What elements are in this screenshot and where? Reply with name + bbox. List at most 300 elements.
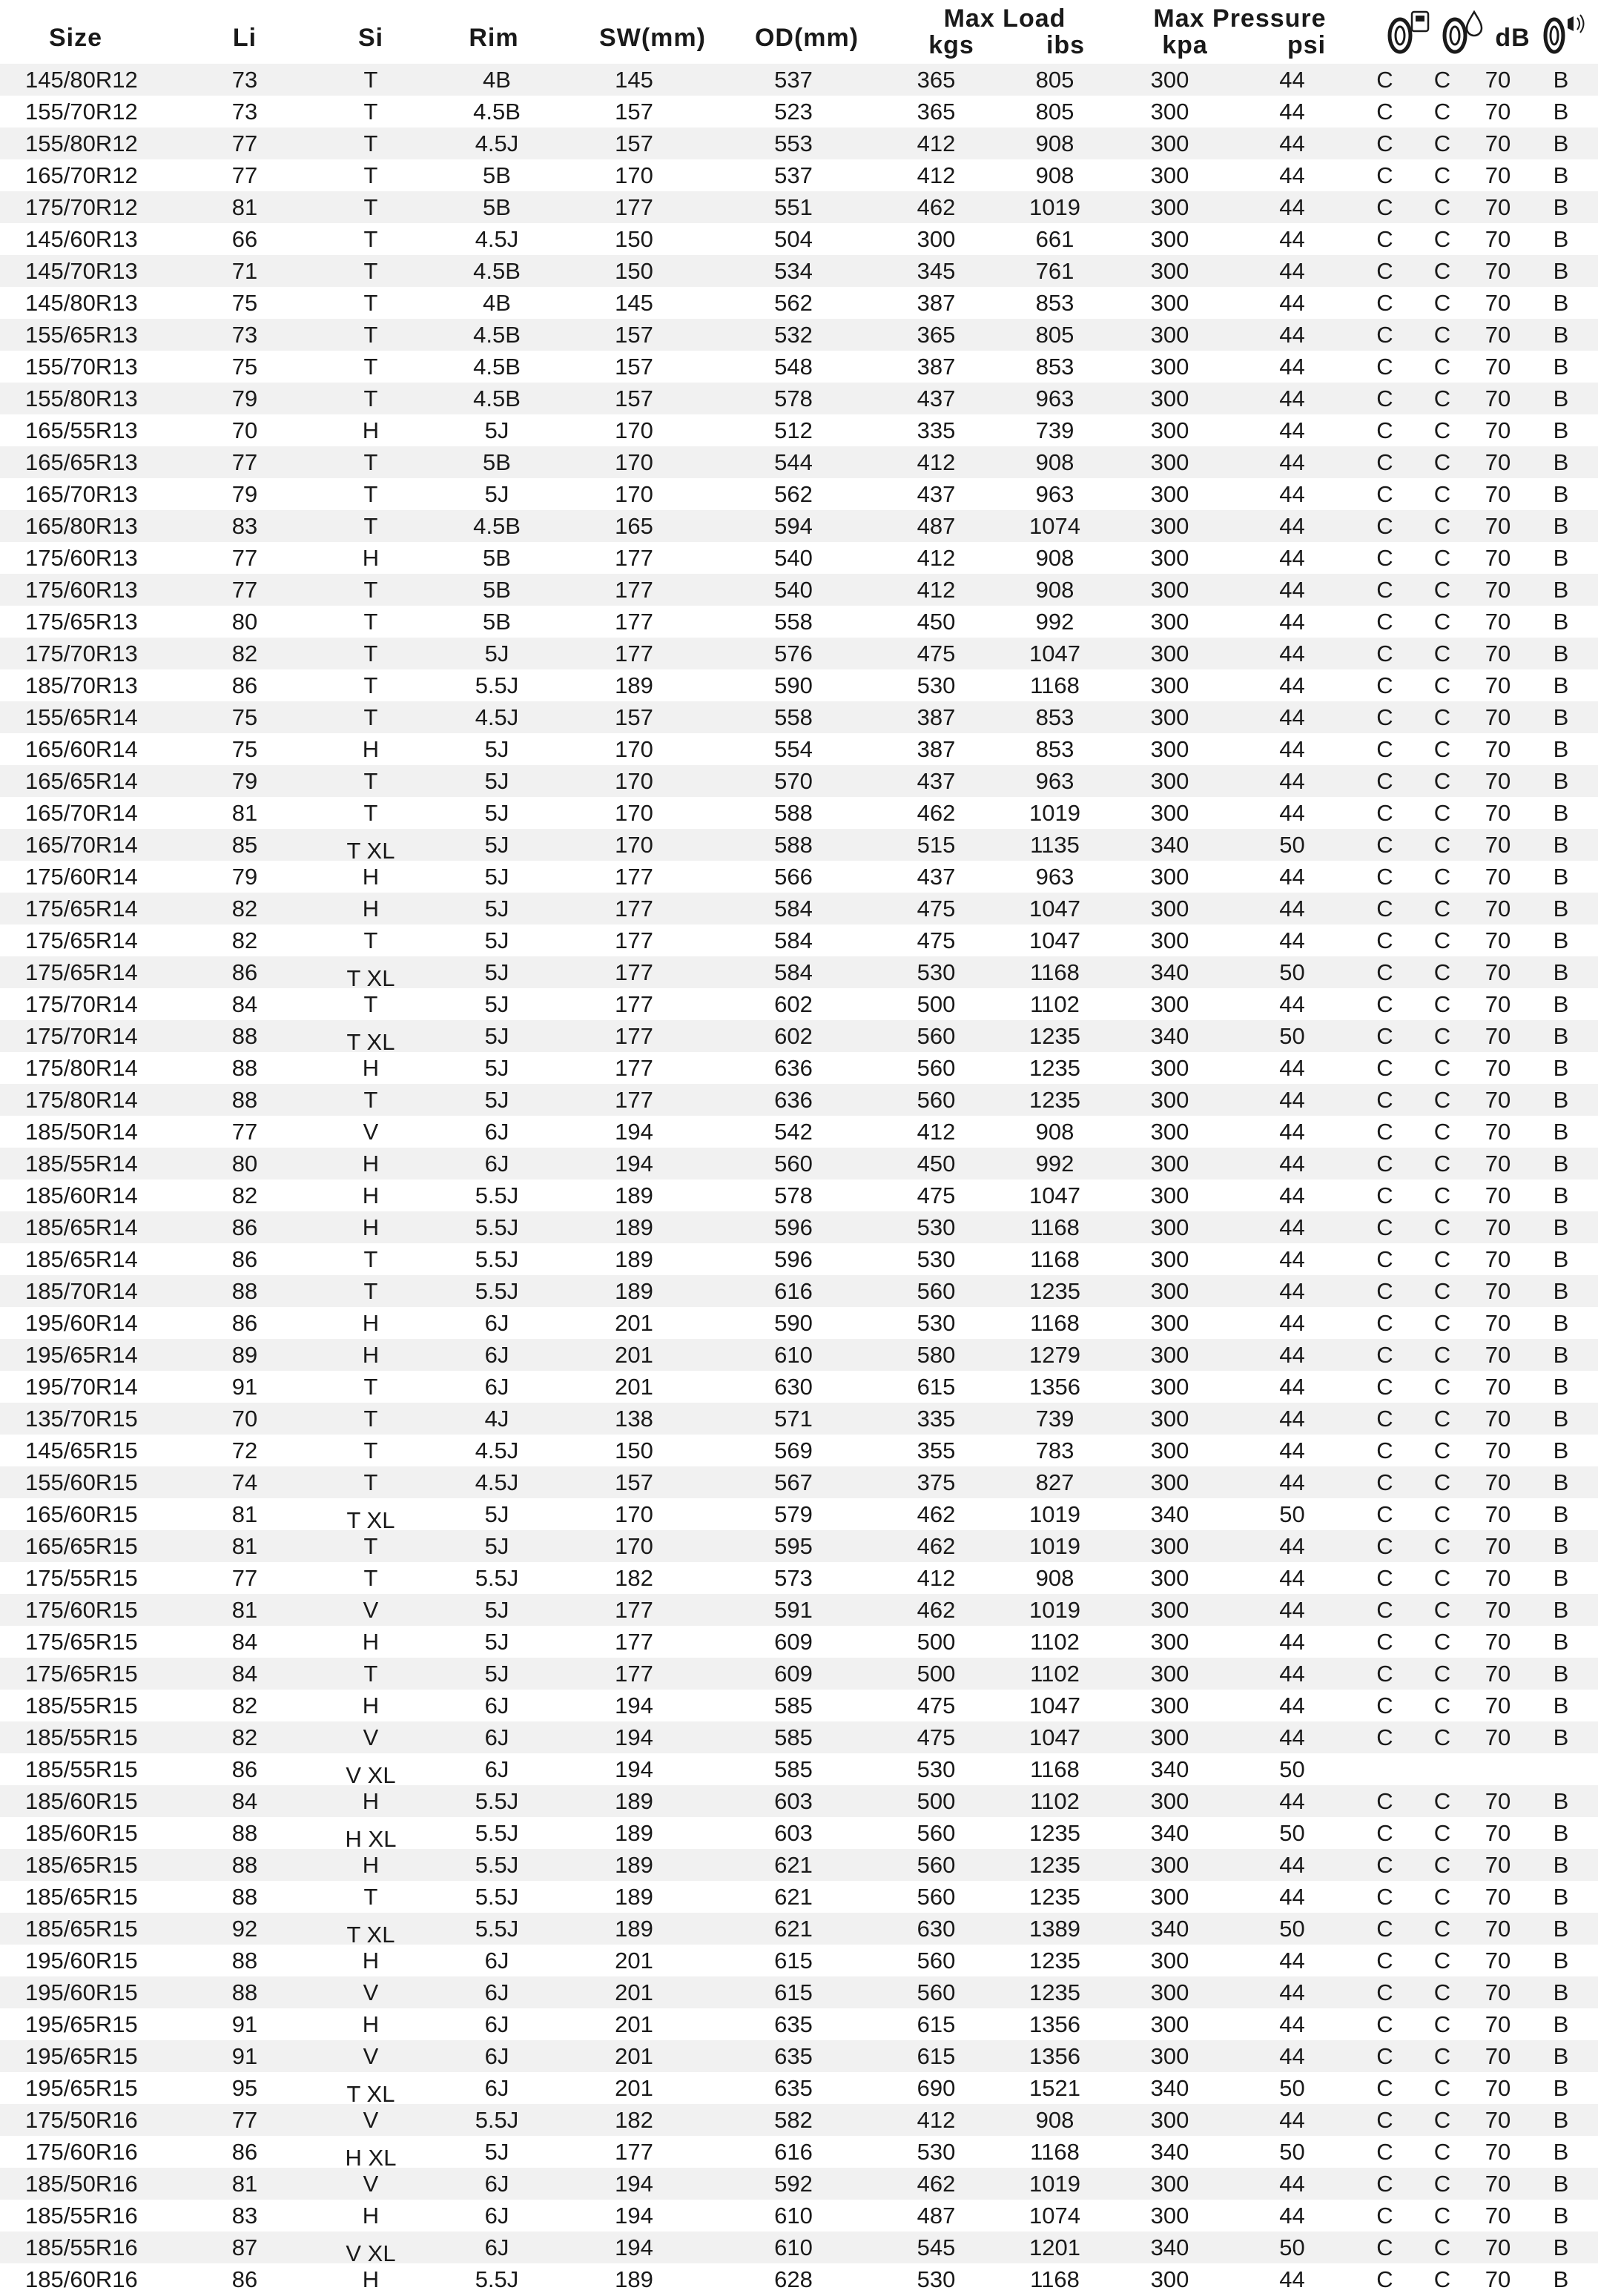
cell-od: 571 <box>712 1403 875 1435</box>
cell-fuel: C <box>1357 1817 1413 1849</box>
cell-ibs: 1047 <box>997 638 1112 669</box>
cell-size: 175/60R13 <box>0 542 185 574</box>
cell-fuel: C <box>1357 478 1413 510</box>
cell-sw: 145 <box>556 64 712 96</box>
cell-od: 610 <box>712 1339 875 1371</box>
cell-size: 185/65R14 <box>0 1243 185 1275</box>
cell-li: 81 <box>185 1594 304 1626</box>
cell-kpa: 300 <box>1112 1976 1227 2008</box>
cell-kgs: 560 <box>875 1976 997 2008</box>
cell-rim: 5J <box>438 414 556 446</box>
cell-li: 73 <box>185 319 304 351</box>
cell-kpa: 300 <box>1112 1116 1227 1148</box>
cell-kgs: 462 <box>875 797 997 829</box>
cell-si: T XL <box>304 956 438 988</box>
cell-ibs: 853 <box>997 733 1112 765</box>
cell-li: 75 <box>185 351 304 383</box>
cell-ibs: 1102 <box>997 1785 1112 1817</box>
cell-fuel: C <box>1357 1020 1413 1052</box>
cell-psi: 44 <box>1227 638 1357 669</box>
cell-wet: C <box>1413 2008 1472 2040</box>
cell-si: V <box>304 2104 438 2136</box>
cell-psi: 50 <box>1227 2232 1357 2263</box>
cell-kgs: 335 <box>875 1403 997 1435</box>
cell-fuel: C <box>1357 64 1413 96</box>
cell-si: T <box>304 1275 438 1307</box>
cell-ibs: 1019 <box>997 1530 1112 1562</box>
cell-si: T <box>304 1435 438 1466</box>
cell-psi: 44 <box>1227 1976 1357 2008</box>
cell-sw: 177 <box>556 1020 712 1052</box>
table-row <box>0 638 1598 669</box>
cell-rim: 5J <box>438 829 556 861</box>
cell-od: 588 <box>712 797 875 829</box>
cell-fuel: C <box>1357 1976 1413 2008</box>
cell-kgs: 300 <box>875 223 997 255</box>
cell-kgs: 530 <box>875 2263 997 2295</box>
cell-sw: 177 <box>556 861 712 893</box>
cell-db: 70 <box>1472 96 1524 128</box>
cell-si: T <box>304 765 438 797</box>
cell-size: 185/55R15 <box>0 1753 185 1785</box>
cell-si: H XL <box>304 2136 438 2168</box>
cell-kgs: 375 <box>875 1466 997 1498</box>
cell-li: 84 <box>185 1626 304 1658</box>
cell-kgs: 530 <box>875 2136 997 2168</box>
cell-kgs: 615 <box>875 1371 997 1403</box>
cell-psi: 44 <box>1227 701 1357 733</box>
header-size: Size <box>49 24 103 52</box>
cell-od: 537 <box>712 64 875 96</box>
header-si: Si <box>357 24 384 52</box>
cell-noise: B <box>1524 319 1598 351</box>
table-row <box>0 1020 1598 1052</box>
cell-noise: B <box>1524 765 1598 797</box>
cell-size: 155/60R15 <box>0 1466 185 1498</box>
cell-rim: 5J <box>438 1658 556 1690</box>
cell-rim: 5J <box>438 1084 556 1116</box>
cell-wet: C <box>1413 924 1472 956</box>
cell-psi: 44 <box>1227 861 1357 893</box>
cell-kgs: 387 <box>875 287 997 319</box>
cell-kpa: 300 <box>1112 797 1227 829</box>
cell-sw: 170 <box>556 414 712 446</box>
cell-li: 95 <box>185 2072 304 2104</box>
cell-db: 70 <box>1472 1084 1524 1116</box>
table-row <box>0 893 1598 924</box>
cell-li: 79 <box>185 478 304 510</box>
cell-si: H XL <box>304 1817 438 1849</box>
cell-db: 70 <box>1472 1180 1524 1211</box>
cell-od: 537 <box>712 159 875 191</box>
cell-kgs: 450 <box>875 606 997 638</box>
cell-wet: C <box>1413 1307 1472 1339</box>
cell-size: 165/65R15 <box>0 1530 185 1562</box>
cell-ibs: 963 <box>997 765 1112 797</box>
cell-size: 195/65R15 <box>0 2008 185 2040</box>
cell-db: 70 <box>1472 1721 1524 1753</box>
cell-kgs: 500 <box>875 1658 997 1690</box>
cell-li: 91 <box>185 2008 304 2040</box>
cell-fuel: C <box>1357 1435 1413 1466</box>
cell-psi: 44 <box>1227 669 1357 701</box>
cell-wet: C <box>1413 1148 1472 1180</box>
cell-sw: 170 <box>556 159 712 191</box>
cell-size: 175/60R13 <box>0 574 185 606</box>
cell-fuel: C <box>1357 1849 1413 1881</box>
cell-li: 86 <box>185 1753 304 1785</box>
cell-db: 70 <box>1472 988 1524 1020</box>
cell-db: 70 <box>1472 861 1524 893</box>
cell-ibs: 805 <box>997 64 1112 96</box>
cell-kgs: 412 <box>875 1562 997 1594</box>
cell-fuel: C <box>1357 1530 1413 1562</box>
cell-od: 562 <box>712 478 875 510</box>
cell-size: 185/55R16 <box>0 2232 185 2263</box>
cell-size: 195/65R15 <box>0 2072 185 2104</box>
cell-ibs: 908 <box>997 2104 1112 2136</box>
cell-rim: 5B <box>438 446 556 478</box>
cell-kpa: 300 <box>1112 1435 1227 1466</box>
cell-si: T <box>304 1530 438 1562</box>
cell-wet: C <box>1413 1690 1472 1721</box>
cell-kpa: 300 <box>1112 191 1227 223</box>
cell-ibs: 1201 <box>997 2232 1112 2263</box>
cell-od: 523 <box>712 96 875 128</box>
cell-sw: 201 <box>556 2040 712 2072</box>
cell-ibs: 1235 <box>997 1275 1112 1307</box>
cell-od: 595 <box>712 1530 875 1562</box>
cell-si: T <box>304 351 438 383</box>
cell-li: 77 <box>185 1562 304 1594</box>
cell-li: 86 <box>185 669 304 701</box>
cell-psi: 44 <box>1227 2200 1357 2232</box>
cell-sw: 170 <box>556 478 712 510</box>
cell-fuel: C <box>1357 669 1413 701</box>
cell-db: 70 <box>1472 2136 1524 2168</box>
table-row <box>0 1052 1598 1084</box>
cell-ibs: 1102 <box>997 988 1112 1020</box>
cell-noise: B <box>1524 1275 1598 1307</box>
cell-fuel: C <box>1357 956 1413 988</box>
table-row <box>0 861 1598 893</box>
cell-db: 70 <box>1472 1371 1524 1403</box>
cell-wet: C <box>1413 1913 1472 1945</box>
cell-rim: 5J <box>438 861 556 893</box>
cell-kgs: 365 <box>875 64 997 96</box>
cell-si: H <box>304 2200 438 2232</box>
cell-psi: 44 <box>1227 128 1357 159</box>
cell-db: 70 <box>1472 956 1524 988</box>
cell-li: 77 <box>185 542 304 574</box>
cell-db: 70 <box>1472 159 1524 191</box>
header-rim: Rim <box>469 24 519 52</box>
cell-db: 70 <box>1472 1881 1524 1913</box>
cell-ibs: 853 <box>997 351 1112 383</box>
cell-psi: 44 <box>1227 1562 1357 1594</box>
cell-ibs: 1521 <box>997 2072 1112 2104</box>
cell-ibs: 908 <box>997 128 1112 159</box>
cell-psi: 44 <box>1227 1211 1357 1243</box>
cell-ibs: 1019 <box>997 797 1112 829</box>
cell-psi: 44 <box>1227 1403 1357 1435</box>
cell-si: T <box>304 191 438 223</box>
cell-size: 155/65R14 <box>0 701 185 733</box>
cell-od: 512 <box>712 414 875 446</box>
table-row <box>0 1530 1598 1562</box>
cell-sw: 177 <box>556 924 712 956</box>
cell-od: 602 <box>712 1020 875 1052</box>
cell-sw: 170 <box>556 797 712 829</box>
cell-kpa: 300 <box>1112 669 1227 701</box>
cell-li: 79 <box>185 765 304 797</box>
cell-kpa: 300 <box>1112 606 1227 638</box>
cell-kpa: 300 <box>1112 128 1227 159</box>
table-row <box>0 446 1598 478</box>
cell-ibs: 908 <box>997 542 1112 574</box>
cell-kgs: 560 <box>875 1020 997 1052</box>
cell-kgs: 560 <box>875 1052 997 1084</box>
cell-sw: 157 <box>556 1466 712 1498</box>
table-row <box>0 1180 1598 1211</box>
cell-size: 165/70R14 <box>0 797 185 829</box>
cell-noise: B <box>1524 191 1598 223</box>
cell-ibs: 1356 <box>997 2008 1112 2040</box>
cell-sw: 157 <box>556 383 712 414</box>
table-row <box>0 351 1598 383</box>
cell-fuel: C <box>1357 733 1413 765</box>
cell-db: 70 <box>1472 191 1524 223</box>
cell-wet: C <box>1413 861 1472 893</box>
cell-ibs: 908 <box>997 1116 1112 1148</box>
cell-ibs: 963 <box>997 383 1112 414</box>
cell-si: H <box>304 2008 438 2040</box>
cell-kgs: 412 <box>875 128 997 159</box>
cell-li: 91 <box>185 1371 304 1403</box>
cell-noise: B <box>1524 988 1598 1020</box>
wet-grip-label-icon <box>1440 9 1488 59</box>
cell-kgs: 560 <box>875 1849 997 1881</box>
cell-psi: 44 <box>1227 1530 1357 1562</box>
cell-sw: 194 <box>556 2200 712 2232</box>
cell-sw: 201 <box>556 2072 712 2104</box>
cell-size: 175/60R15 <box>0 1594 185 1626</box>
cell-fuel: C <box>1357 2040 1413 2072</box>
cell-sw: 177 <box>556 606 712 638</box>
cell-db: 70 <box>1472 765 1524 797</box>
cell-ibs: 761 <box>997 255 1112 287</box>
cell-si: T <box>304 1881 438 1913</box>
cell-wet: C <box>1413 1817 1472 1849</box>
cell-ibs: 661 <box>997 223 1112 255</box>
cell-wet: C <box>1413 701 1472 733</box>
cell-ibs: 853 <box>997 287 1112 319</box>
cell-od: 584 <box>712 893 875 924</box>
cell-si: T <box>304 1371 438 1403</box>
cell-li: 92 <box>185 1913 304 1945</box>
cell-noise: B <box>1524 1148 1598 1180</box>
cell-db: 70 <box>1472 1498 1524 1530</box>
cell-kpa: 300 <box>1112 1243 1227 1275</box>
cell-psi: 50 <box>1227 829 1357 861</box>
cell-fuel: C <box>1357 797 1413 829</box>
cell-sw: 177 <box>556 1084 712 1116</box>
cell-db: 70 <box>1472 2072 1524 2104</box>
cell-rim: 4.5B <box>438 510 556 542</box>
cell-rim: 5J <box>438 1530 556 1562</box>
cell-ibs: 908 <box>997 1562 1112 1594</box>
cell-si: H <box>304 1690 438 1721</box>
table-row <box>0 1976 1598 2008</box>
cell-sw: 157 <box>556 351 712 383</box>
cell-sw: 194 <box>556 1690 712 1721</box>
cell-rim: 5J <box>438 2136 556 2168</box>
cell-size: 185/60R14 <box>0 1180 185 1211</box>
cell-sw: 170 <box>556 733 712 765</box>
cell-si: H <box>304 733 438 765</box>
cell-rim: 6J <box>438 2072 556 2104</box>
cell-db: 70 <box>1472 1945 1524 1976</box>
cell-li: 88 <box>185 1052 304 1084</box>
cell-si: T <box>304 606 438 638</box>
cell-psi: 44 <box>1227 1466 1357 1498</box>
cell-kpa: 300 <box>1112 1785 1227 1817</box>
cell-psi: 44 <box>1227 1721 1357 1753</box>
cell-rim: 5J <box>438 1052 556 1084</box>
cell-od: 616 <box>712 1275 875 1307</box>
table-row <box>0 924 1598 956</box>
cell-wet: C <box>1413 606 1472 638</box>
cell-od: 610 <box>712 2200 875 2232</box>
cell-kpa: 300 <box>1112 1052 1227 1084</box>
cell-kpa: 300 <box>1112 287 1227 319</box>
header-psi: psi <box>1287 31 1327 59</box>
cell-psi: 44 <box>1227 287 1357 319</box>
cell-od: 570 <box>712 765 875 797</box>
cell-size: 175/70R14 <box>0 988 185 1020</box>
cell-kpa: 300 <box>1112 1371 1227 1403</box>
cell-rim: 6J <box>438 1753 556 1785</box>
cell-noise: B <box>1524 446 1598 478</box>
cell-fuel: C <box>1357 638 1413 669</box>
cell-wet: C <box>1413 1180 1472 1211</box>
cell-si: T XL <box>304 829 438 861</box>
table-row <box>0 1690 1598 1721</box>
cell-db: 70 <box>1472 606 1524 638</box>
cell-kpa: 300 <box>1112 2263 1227 2295</box>
cell-fuel: C <box>1357 1945 1413 1976</box>
cell-db: 70 <box>1472 701 1524 733</box>
cell-rim: 5.5J <box>438 2104 556 2136</box>
cell-li: 85 <box>185 829 304 861</box>
cell-sw: 194 <box>556 1721 712 1753</box>
cell-od: 534 <box>712 255 875 287</box>
table-row <box>0 255 1598 287</box>
cell-fuel <box>1357 1753 1413 1785</box>
cell-li: 87 <box>185 2232 304 2263</box>
cell-si: T <box>304 1466 438 1498</box>
table-row <box>0 1562 1598 1594</box>
cell-fuel: C <box>1357 924 1413 956</box>
header-od: OD(mm) <box>754 24 859 52</box>
cell-fuel: C <box>1357 988 1413 1020</box>
cell-od: 602 <box>712 988 875 1020</box>
cell-kgs: 530 <box>875 1243 997 1275</box>
cell-kgs: 462 <box>875 1530 997 1562</box>
cell-si: T <box>304 1562 438 1594</box>
cell-si: T <box>304 319 438 351</box>
cell-kgs: 475 <box>875 638 997 669</box>
cell-ibs: 1168 <box>997 2136 1112 2168</box>
cell-kgs: 462 <box>875 1594 997 1626</box>
cell-kgs: 500 <box>875 988 997 1020</box>
cell-sw: 201 <box>556 1371 712 1403</box>
cell-wet: C <box>1413 1211 1472 1243</box>
cell-db: 70 <box>1472 1976 1524 2008</box>
cell-rim: 6J <box>438 1690 556 1721</box>
table-row <box>0 510 1598 542</box>
cell-li: 73 <box>185 64 304 96</box>
table-row <box>0 669 1598 701</box>
cell-kpa: 300 <box>1112 1403 1227 1435</box>
cell-ibs: 1235 <box>997 1817 1112 1849</box>
cell-db: 70 <box>1472 1435 1524 1466</box>
cell-psi: 44 <box>1227 64 1357 96</box>
cell-rim: 6J <box>438 1721 556 1753</box>
cell-psi: 44 <box>1227 2104 1357 2136</box>
cell-ibs: 963 <box>997 478 1112 510</box>
cell-psi: 44 <box>1227 574 1357 606</box>
cell-li: 80 <box>185 606 304 638</box>
cell-noise: B <box>1524 2263 1598 2295</box>
table-row <box>0 1148 1598 1180</box>
table-row <box>0 1275 1598 1307</box>
cell-sw: 177 <box>556 191 712 223</box>
cell-noise: B <box>1524 542 1598 574</box>
cell-kpa: 300 <box>1112 1690 1227 1721</box>
cell-sw: 189 <box>556 1913 712 1945</box>
cell-sw: 177 <box>556 574 712 606</box>
cell-noise: B <box>1524 351 1598 383</box>
cell-wet: C <box>1413 2200 1472 2232</box>
cell-size: 165/70R12 <box>0 159 185 191</box>
cell-size: 185/65R15 <box>0 1849 185 1881</box>
cell-db: 70 <box>1472 669 1524 701</box>
cell-li: 91 <box>185 2040 304 2072</box>
cell-fuel: C <box>1357 893 1413 924</box>
cell-kgs: 515 <box>875 829 997 861</box>
cell-wet: C <box>1413 1052 1472 1084</box>
cell-fuel: C <box>1357 1403 1413 1435</box>
cell-psi: 44 <box>1227 1658 1357 1690</box>
cell-kpa: 300 <box>1112 1945 1227 1976</box>
cell-db: 70 <box>1472 1116 1524 1148</box>
cell-kgs: 437 <box>875 861 997 893</box>
cell-fuel: C <box>1357 287 1413 319</box>
cell-noise: B <box>1524 223 1598 255</box>
cell-si: H <box>304 1849 438 1881</box>
cell-noise: B <box>1524 2136 1598 2168</box>
cell-rim: 4B <box>438 287 556 319</box>
cell-od: 558 <box>712 606 875 638</box>
cell-li: 70 <box>185 414 304 446</box>
cell-od: 562 <box>712 287 875 319</box>
cell-ibs: 1168 <box>997 1243 1112 1275</box>
cell-ibs: 1047 <box>997 924 1112 956</box>
cell-kpa: 300 <box>1112 478 1227 510</box>
cell-li: 83 <box>185 2200 304 2232</box>
cell-wet: C <box>1413 956 1472 988</box>
